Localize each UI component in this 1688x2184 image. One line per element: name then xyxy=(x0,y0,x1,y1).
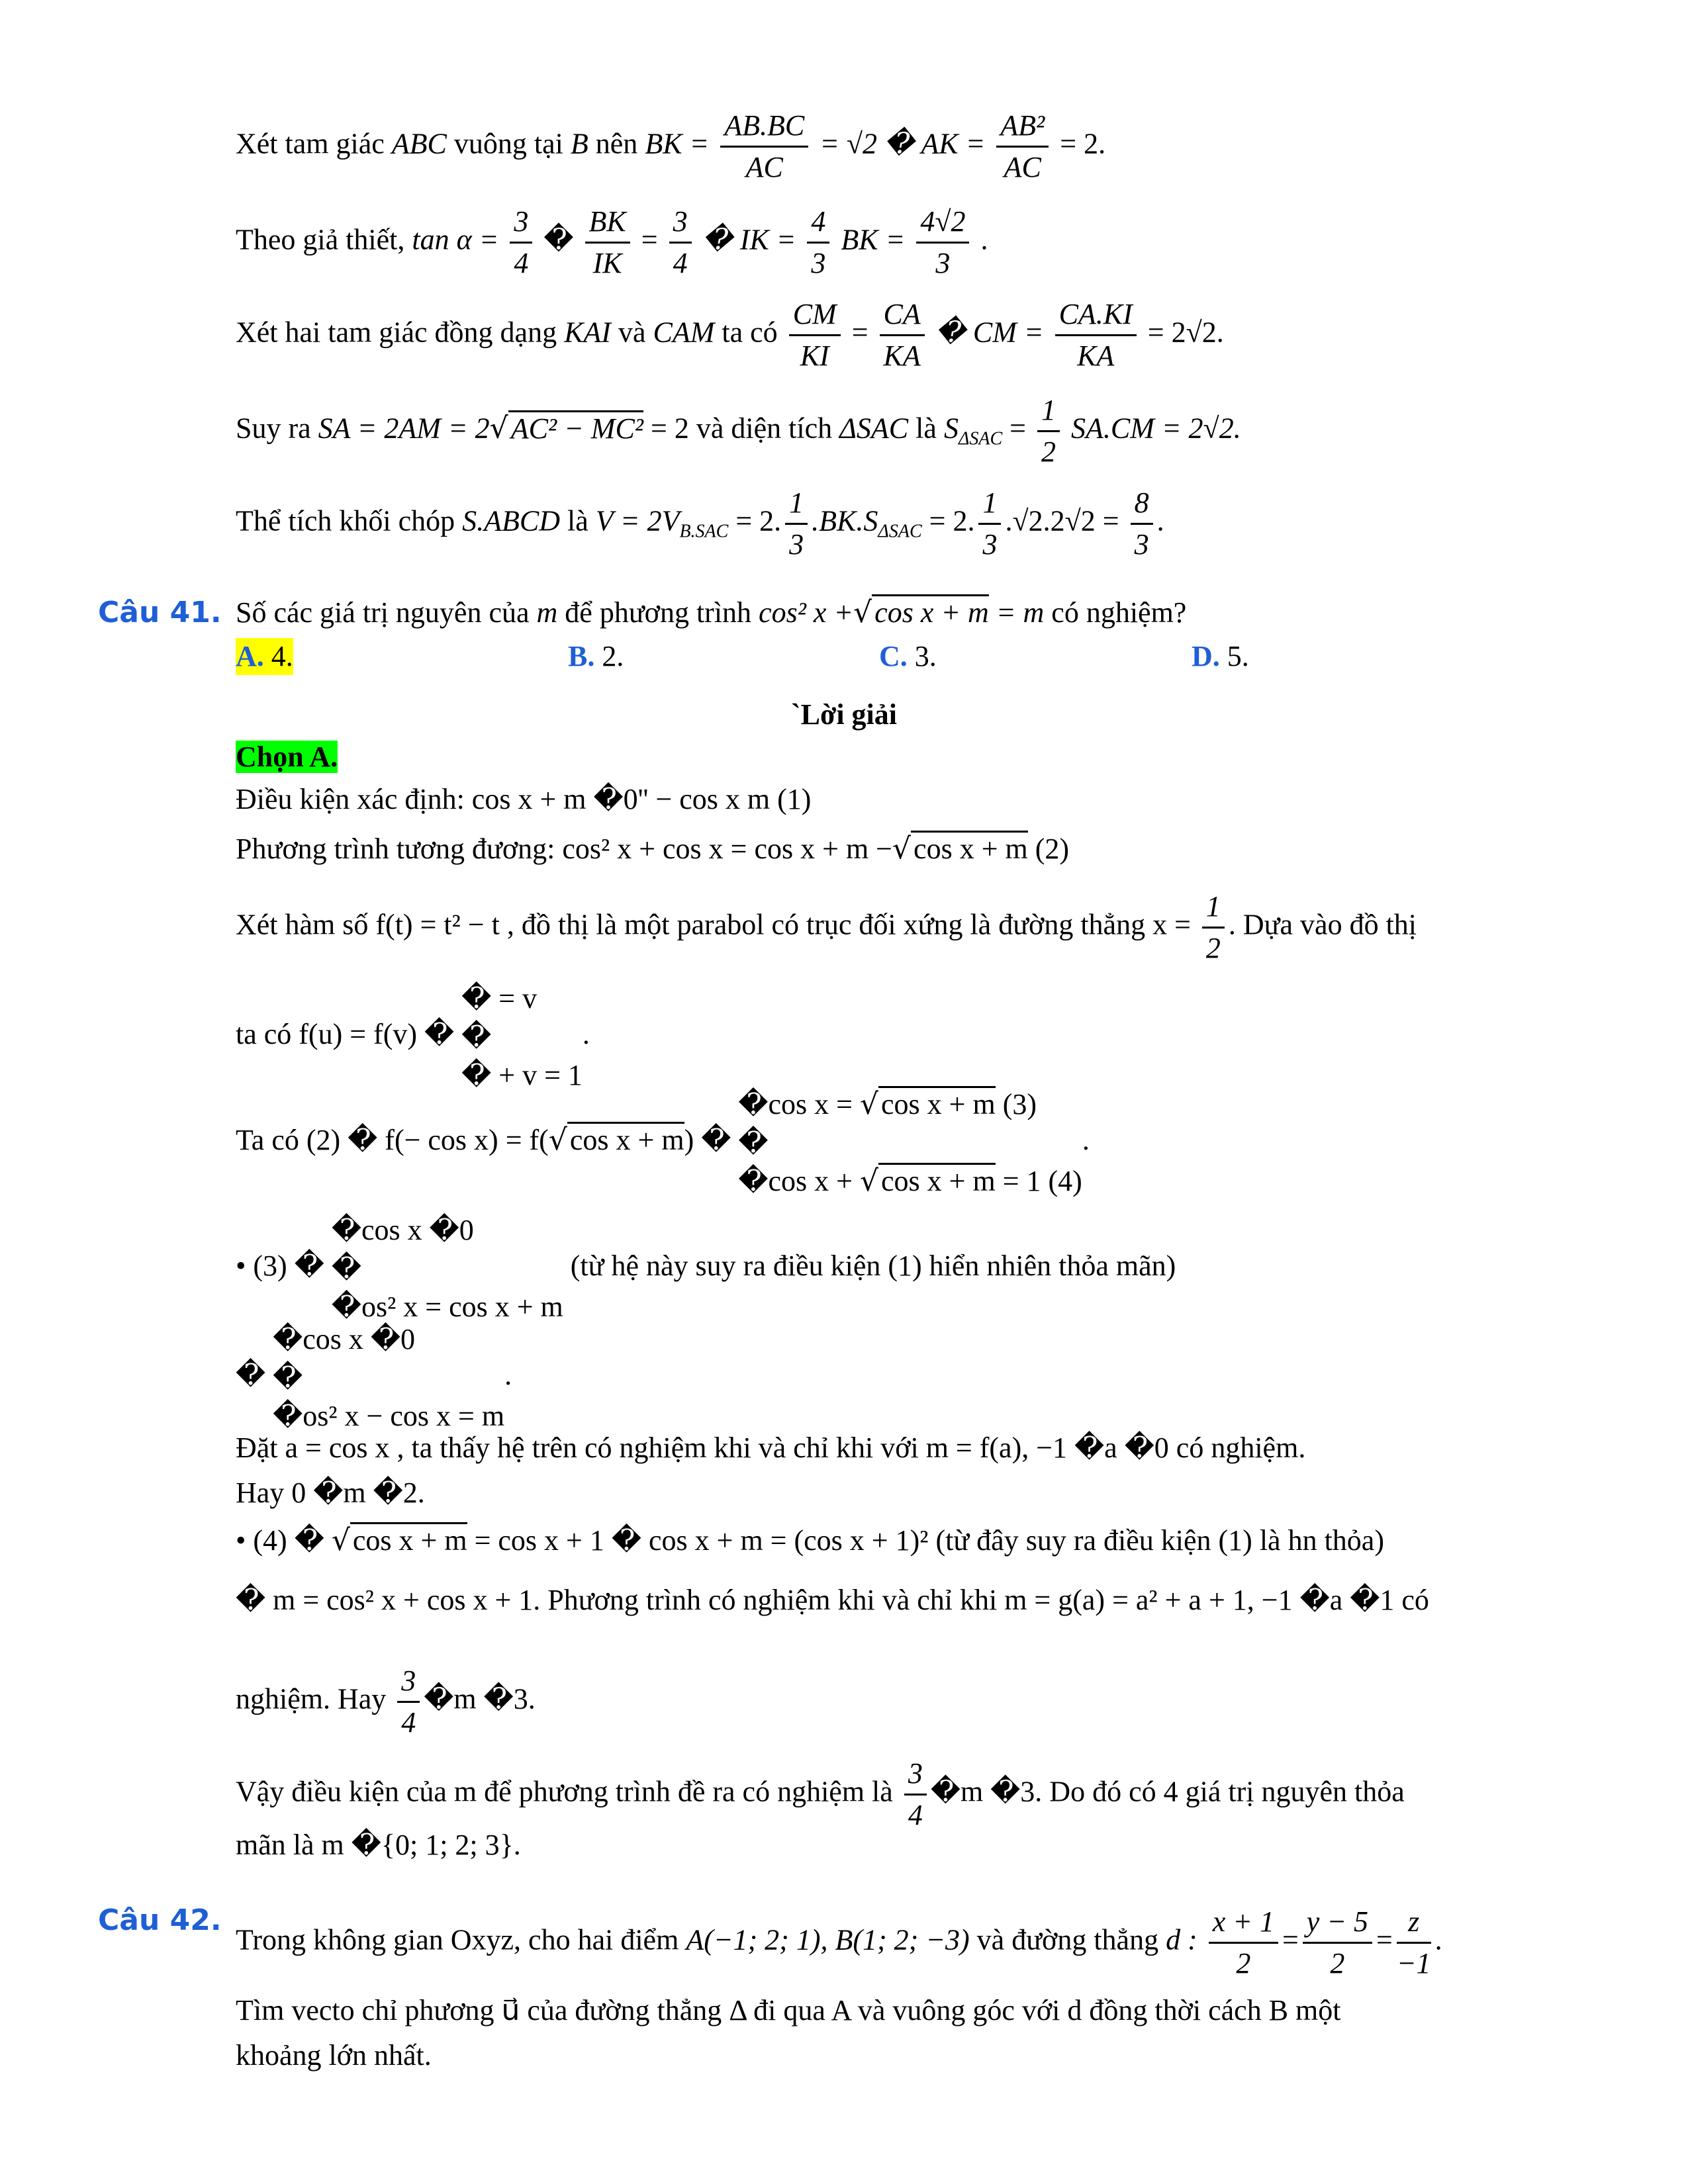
math: cos x + m xyxy=(350,1522,467,1557)
text: và diện tích xyxy=(696,412,833,445)
numerator: 3 xyxy=(397,1661,420,1703)
numerator: 1 xyxy=(1037,390,1060,432)
denominator: 3 xyxy=(982,528,998,561)
denominator: 4 xyxy=(514,247,529,279)
math: A(−1; 2; 1), B(1; 2; −3) xyxy=(686,1923,970,1956)
math: m xyxy=(536,596,558,629)
text: . Dựa vào đồ thị xyxy=(1228,908,1417,941)
math: . xyxy=(980,223,988,256)
math: (3) xyxy=(1002,1088,1037,1120)
numerator: CM xyxy=(789,295,841,336)
question-42-label: Câu 42. xyxy=(98,1903,222,1937)
math: = 2. xyxy=(735,504,782,537)
math: = xyxy=(1376,1923,1393,1956)
option-value: 2. xyxy=(602,640,624,672)
math: S xyxy=(943,412,959,445)
numerator: 1 xyxy=(785,483,808,525)
solution-line-2 xyxy=(236,202,1589,283)
math: cos x + m xyxy=(911,831,1028,865)
denominator: 2 xyxy=(1330,1947,1345,1979)
math: � xyxy=(236,1359,266,1392)
math: Xét hàm số f(t) = t² − t , đồ thị là một parabol có trục đối xứng là đường thẳng x = xyxy=(236,908,1191,941)
fraction xyxy=(585,202,630,283)
solution-line-4: Suy ra SA = 2AM = 2√AC² − MC² = 2 và diện tích ΔSAC là $S_{\Delta SAC}$ = $\frac{1}{2}$ SA.CM = 2√2. xyxy=(236,390,1589,472)
option-label: A. xyxy=(236,640,264,672)
denominator: 4 xyxy=(401,1706,416,1739)
text: và đường thẳng xyxy=(976,1923,1159,1956)
text: Xét hai tam giác đồng dạng xyxy=(236,316,557,349)
math: .√2.2√2 = xyxy=(1005,504,1119,537)
denominator: KA xyxy=(883,340,921,372)
option-a[interactable] xyxy=(236,638,293,675)
solution-41-line-12 xyxy=(236,1661,1589,1743)
text: để phương trình xyxy=(565,596,752,629)
denominator: 3 xyxy=(935,247,951,279)
math: �cos x + xyxy=(738,1165,853,1197)
math: ΔSAC xyxy=(958,428,1003,449)
math: cos x + m xyxy=(567,1122,684,1156)
math: d : xyxy=(1166,1923,1197,1956)
option-label: B. xyxy=(568,640,595,672)
option-value: 3. xyxy=(914,640,937,672)
math: �os² x − cos x = m xyxy=(273,1400,505,1432)
option-value: 5. xyxy=(1227,640,1249,672)
numerator: 1 xyxy=(1202,887,1225,929)
denominator: IK xyxy=(592,247,622,279)
numerator: AB² xyxy=(996,106,1049,148)
numerator: CA xyxy=(880,295,925,336)
question-42-line-3: khoảng lớn nhất. xyxy=(236,2039,432,2071)
solution-41-line-13 xyxy=(236,1754,1589,1835)
text: là xyxy=(567,504,588,537)
solution-41-line-2: Phương trình tương đương: cos² x + cos x = cos x + m −√cos x + m (2) xyxy=(236,832,1070,866)
option-d[interactable] xyxy=(1192,638,1249,675)
fraction xyxy=(916,202,969,283)
numerator: y − 5 xyxy=(1303,1902,1372,1944)
text: Suy ra xyxy=(236,412,311,445)
math: = 2. xyxy=(1060,127,1106,160)
denominator: 3 xyxy=(1134,528,1149,561)
solution-line-1 xyxy=(236,106,1589,185)
math: ΔSAC xyxy=(878,521,922,542)
option-b[interactable] xyxy=(568,638,624,675)
text: Theo giả thiết, xyxy=(236,223,405,256)
math: = cos x + 1 � cos x + m = (cos x + 1)² (từ đây suy ra điều kiện (1) là hn thỏa) xyxy=(474,1524,1384,1557)
math: B.SAC xyxy=(679,521,729,542)
question-42-line-2: Tìm vecto chỉ phương u⃗ của đường thẳng Δ đi qua A và vuông góc với d đồng thời cách B một xyxy=(236,1994,1341,2026)
text: (từ hệ này suy ra điều kiện (1) hiển nhiên thỏa mãn) xyxy=(570,1250,1176,1283)
solution-line-3 xyxy=(236,295,1589,376)
fraction xyxy=(880,295,925,376)
math: tan α = xyxy=(412,223,499,256)
option-label: D. xyxy=(1192,640,1220,672)
solution-41-line-8: Đặt a = cos x , ta thấy hệ trên có nghiệm khi và chỉ khi với m = f(a), −1 �a �0 có nghiệm. xyxy=(236,1432,1306,1464)
solution-41-line-9: Hay 0 �m �2. xyxy=(236,1477,425,1509)
numerator: 4 xyxy=(807,202,829,244)
fraction xyxy=(978,483,1001,565)
text: là xyxy=(915,412,937,445)
denominator: AC xyxy=(745,151,783,183)
numerator: 4√2 xyxy=(916,202,969,244)
math: � IK = xyxy=(702,223,796,256)
text: �m �3. Do đó có 4 giá trị nguyên thỏa xyxy=(930,1775,1405,1808)
math: �os² x = cos x + m xyxy=(331,1291,563,1323)
math: KAI xyxy=(564,316,611,349)
denominator: KI xyxy=(800,340,829,372)
solution-41-line-5: Ta có (2) � f(− cos x) = f(√cos x + m) � �cos x = √cos x + m (3) � �cos x + √cos x + m = 1 (4) . xyxy=(236,1085,1589,1205)
chosen-answer xyxy=(236,739,1589,776)
math: cos x + m xyxy=(878,1086,996,1120)
fraction xyxy=(1055,295,1137,376)
fraction xyxy=(669,202,692,283)
question-41-label: Câu 41. xyxy=(98,596,222,629)
math: = xyxy=(1009,412,1026,445)
denominator: 2 xyxy=(1041,435,1056,468)
solution-41-line-14: mãn là m �{0; 1; 2; 3}. xyxy=(236,1829,521,1861)
question-42-text xyxy=(236,1902,1589,1983)
math: cos² x + xyxy=(759,596,854,629)
fraction xyxy=(996,106,1049,187)
math: SA.CM = 2√2. xyxy=(1070,412,1241,445)
fraction xyxy=(1397,1902,1431,1983)
solution-line-5 xyxy=(236,483,1589,565)
solution-41-line-6 xyxy=(236,1211,1589,1324)
question-41-text: Số các giá trị nguyên của m để phương trình cos² x +√cos x + m = m có nghiệm? xyxy=(236,596,1187,629)
denominator: 2 xyxy=(1236,1947,1251,1979)
denominator: 4 xyxy=(908,1799,923,1831)
math: = xyxy=(641,223,658,256)
math: cos x + m xyxy=(878,1163,996,1197)
math: . xyxy=(1156,504,1164,537)
math: BK = xyxy=(645,127,710,160)
math: AC² − MC² xyxy=(508,410,643,445)
math: � xyxy=(738,1126,769,1159)
math: . xyxy=(504,1359,512,1392)
fraction xyxy=(1209,1902,1278,1983)
numerator: x + 1 xyxy=(1209,1902,1278,1944)
numerator: BK xyxy=(585,202,630,244)
fraction xyxy=(1303,1902,1372,1983)
fraction xyxy=(789,295,841,376)
math: �cos x �0 xyxy=(273,1323,416,1355)
math: S.ABCD xyxy=(462,504,561,537)
fraction xyxy=(397,1661,420,1743)
numerator: AB.BC xyxy=(720,106,808,148)
text: ta có xyxy=(722,316,778,349)
math: ta có f(u) = f(v) � xyxy=(236,1018,455,1051)
text: Số các giá trị nguyên của xyxy=(236,596,530,629)
system xyxy=(461,979,583,1095)
fraction xyxy=(1131,483,1153,565)
solution-41-line-3 xyxy=(236,887,1589,968)
math: (2) xyxy=(1035,833,1070,865)
text: nghiệm. Hay xyxy=(236,1682,387,1715)
text: ABC xyxy=(391,127,447,160)
math: . xyxy=(1082,1124,1090,1157)
solution-41-line-10: • (4) � √cos x + m = cos x + 1 � cos x + m = (cos x + 1)² (từ đây suy ra điều kiện (1) là hn thỏa) xyxy=(236,1524,1384,1557)
math: = 2. xyxy=(929,504,975,537)
chosen-badge: Chọn A. xyxy=(236,741,338,773)
fraction xyxy=(510,202,532,283)
text: và xyxy=(618,316,646,349)
math: = xyxy=(851,316,868,349)
math: Phương trình tương đương: cos² x + cos x = cos x + m − xyxy=(236,833,892,865)
denominator: 3 xyxy=(811,247,826,279)
solution-41-line-11: � m = cos² x + cos x + 1. Phương trình có nghiệm khi và chỉ khi m = g(a) = a² + a + 1, −1 �a �1 có xyxy=(236,1584,1429,1616)
denominator: AC xyxy=(1004,151,1041,183)
option-c[interactable] xyxy=(879,638,937,675)
math: ΔSAC xyxy=(839,412,909,445)
math: = 2 xyxy=(651,412,689,445)
text: Vậy điều kiện của m để phương trình đề ra có nghiệm là xyxy=(236,1775,893,1808)
numerator: 1 xyxy=(978,483,1001,525)
text: nên xyxy=(595,127,638,160)
text: Thể tích khối chóp xyxy=(236,504,455,537)
math: � xyxy=(461,1021,492,1053)
system: �cos x = √cos x + m (3) � �cos x + √cos x + m = 1 (4) xyxy=(738,1087,1082,1198)
math: .BK.S xyxy=(812,504,878,537)
text: có nghiệm? xyxy=(1051,596,1187,629)
denominator: KA xyxy=(1077,340,1115,372)
math: � CM = xyxy=(935,316,1044,349)
solution-41-line-7 xyxy=(236,1320,1589,1433)
math: BK = xyxy=(841,223,906,256)
math: . xyxy=(1434,1923,1442,1956)
system xyxy=(332,1211,563,1326)
math: CAM xyxy=(653,316,715,349)
math: Ta có (2) � f(− cos x) = f( xyxy=(236,1124,549,1157)
math: = √2 � AK = xyxy=(820,127,986,160)
numerator: 3 xyxy=(669,202,692,244)
math: = xyxy=(1282,1923,1299,1956)
math: • (3) � xyxy=(236,1250,324,1283)
option-value: 4. xyxy=(271,640,293,672)
numerator: 3 xyxy=(510,202,532,244)
text: B xyxy=(570,127,588,160)
solution-41-line-1: Điều kiện xác định: cos x + m �0'' − cos x m (1) xyxy=(236,783,812,815)
math: • (4) � xyxy=(236,1524,324,1557)
math: . xyxy=(582,1018,590,1051)
fraction xyxy=(904,1754,927,1835)
numerator: 3 xyxy=(904,1754,927,1796)
system xyxy=(273,1320,504,1435)
math: = 2√2. xyxy=(1147,316,1224,349)
math: = m xyxy=(996,596,1045,629)
numerator: z xyxy=(1397,1902,1431,1944)
math: � = v xyxy=(461,982,538,1015)
math: � + v = 1 xyxy=(461,1059,583,1091)
math: = 1 (4) xyxy=(1002,1165,1082,1197)
math: SA = 2AM = 2 xyxy=(318,412,490,445)
fraction xyxy=(785,483,808,565)
text: vuông tại xyxy=(453,127,563,160)
math: cos x + m xyxy=(872,594,989,629)
solution-41-line-4 xyxy=(236,979,1589,1091)
option-label: C. xyxy=(879,640,908,672)
math: V = 2V xyxy=(595,504,680,537)
denominator: 2 xyxy=(1205,932,1221,964)
fraction xyxy=(1202,887,1225,968)
denominator: 3 xyxy=(789,528,804,561)
fraction xyxy=(1037,390,1060,472)
text: Xét tam giác xyxy=(236,127,385,160)
math: �cos x = xyxy=(738,1088,853,1120)
text: Trong không gian Oxyz, cho hai điểm xyxy=(236,1923,679,1956)
denominator: −1 xyxy=(1396,1947,1431,1979)
math: ) � xyxy=(684,1124,731,1157)
fraction xyxy=(807,202,829,283)
math: � xyxy=(543,223,574,256)
numerator: 8 xyxy=(1131,483,1153,525)
math: � xyxy=(331,1252,361,1285)
math: �m �3. xyxy=(424,1682,536,1715)
denominator: 4 xyxy=(673,247,688,279)
solution-title: `Lời giải xyxy=(790,698,898,731)
numerator: CA.KI xyxy=(1055,295,1137,336)
math: � xyxy=(273,1361,303,1394)
math: �cos x �0 xyxy=(331,1214,474,1246)
fraction xyxy=(720,106,808,187)
